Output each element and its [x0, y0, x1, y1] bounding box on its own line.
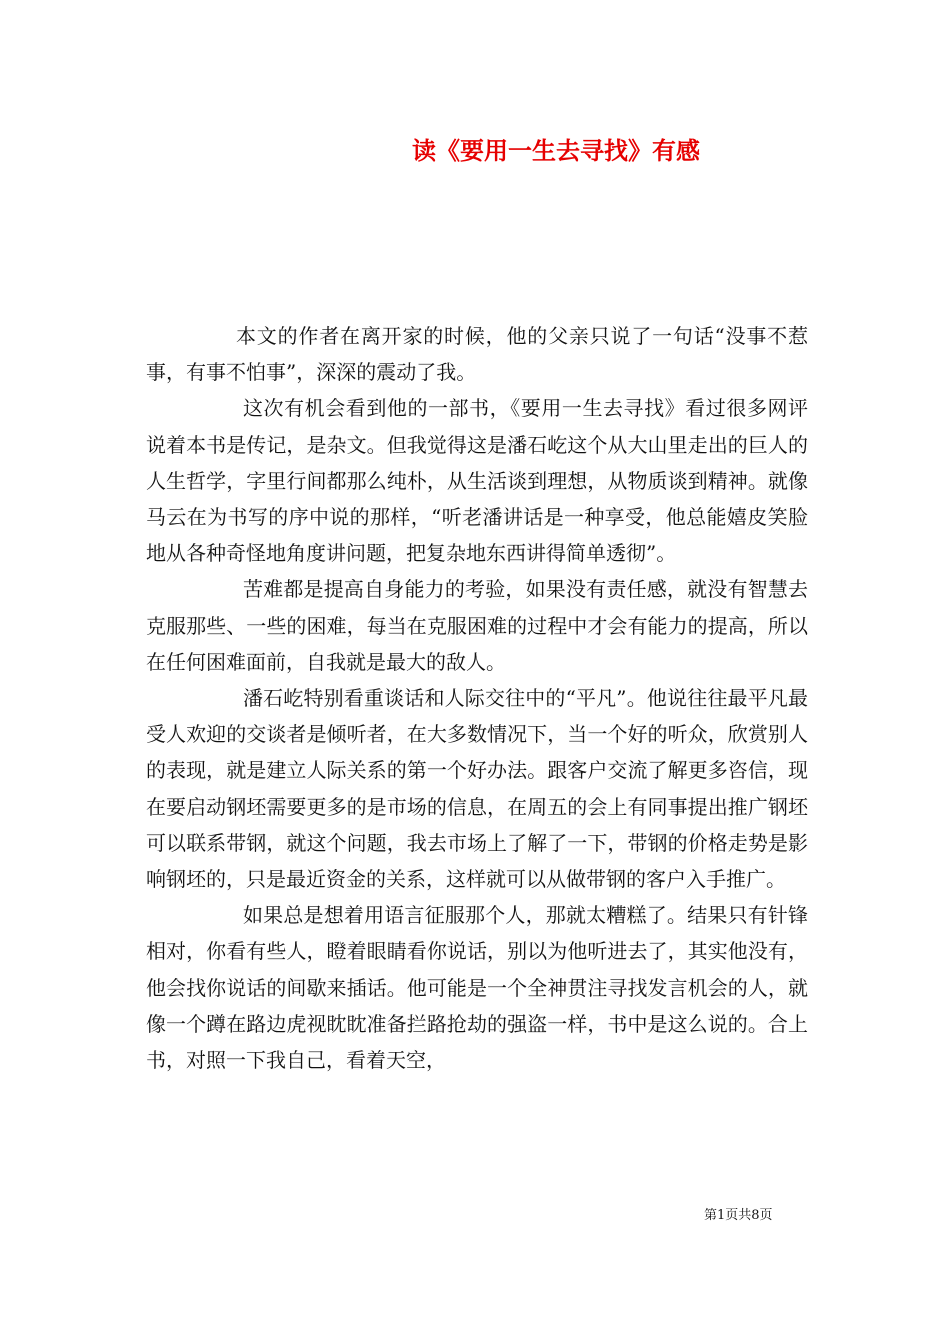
page-number-footer: 第1页共8页 [704, 1208, 773, 1223]
document-body [146, 318, 808, 1078]
paragraph-3: 苦难都是提高自身能力的考验，如果没有责任感，就没有智慧去克服那些、一些的困难，每当在克服困难的过程中才会有能力的提高，所以在任何困难面前，自我就是最大的敌人。 [146, 577, 808, 674]
paragraph-4: 潘石屹特别看重谈话和人际交往中的“平凡”。他说往往最平凡最受人欢迎的交谈者是倾听者，在大多数情况下，当一个好的听众，欣赏别人的表现，就是建立人际关系的第一个好办法。跟客户交流了解更多咨信，现在要启动钢坯需要更多的是市场的信息，在周五的会上有同事提出推广钢坯可以联系带钢，就这个问题，我去市场上了解了一下，带钢的价格走势是影响钢坯的，只是最近资金的关系，这样就可以从做带钢的客户入手推广。 [146, 686, 808, 892]
paragraph-1: 本文的作者在离开家的时候，他的父亲只说了一句话“没事不惹事，有事不怕事”，深深的震动了我。 [146, 324, 808, 385]
paragraph-2: 这次有机会看到他的一部书，《要用一生去寻找》看过很多网评说着本书是传记，是杂文。但我觉得这是潘石屹这个从大山里走出的巨人的人生哲学，字里行间都那么纯朴，从生活谈到理想，从物质谈到精神。就像马云在为书写的序中说的那样，“听老潘讲话是一种享受，他总能嬉皮笑脸地从各种奇怪地角度讲问题，把复杂地东西讲得简单透彻”。 [146, 396, 808, 566]
paragraph-5: 如果总是想着用语言征服那个人，那就太糟糕了。结果只有针锋相对，你看有些人，瞪着眼睛看你说话，别以为他听进去了，其实他没有，他会找你说话的间歇来插话。他可能是一个全神贯注寻找发言机会的人，就像一个蹲在路边虎视眈眈准备拦路抢劫的强盗一样，书中是这么说的。合上书，对照一下我自己，看着天空， [146, 903, 808, 1073]
document-title: 读《要用一生去寻找》有感 [412, 136, 700, 165]
